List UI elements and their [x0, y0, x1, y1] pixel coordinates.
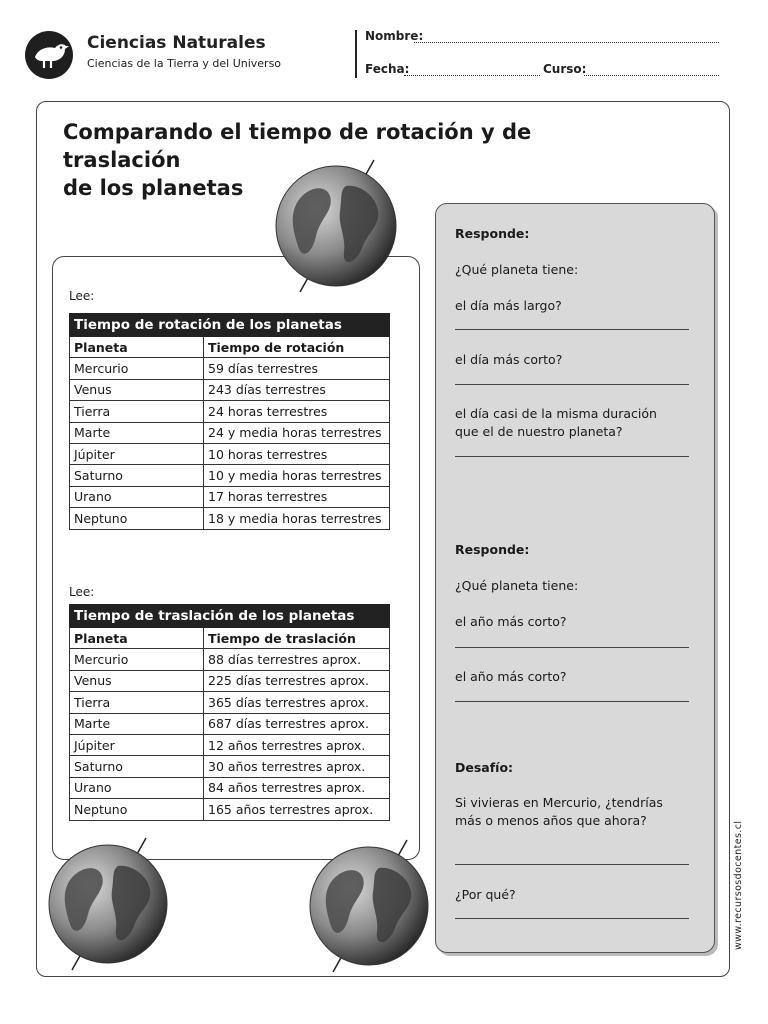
question-dia-corto: el día más corto?: [455, 352, 563, 367]
que-planeta-2: ¿Qué planeta tiene:: [455, 578, 579, 593]
table-cell: 243 días terrestres: [204, 379, 390, 400]
table-cell: Mercurio: [70, 358, 204, 379]
table-cell: 10 horas terrestres: [204, 443, 390, 464]
table-cell: Júpiter: [70, 443, 204, 464]
question-mercurio: [455, 794, 705, 830]
table-row: [70, 379, 390, 400]
table-cell: 59 días terrestres: [204, 358, 390, 379]
table-row: [70, 777, 390, 798]
answer-line-3[interactable]: [455, 456, 689, 457]
curso-field[interactable]: [584, 63, 719, 76]
table-row: [70, 358, 390, 379]
table-row: [70, 692, 390, 713]
table-cell: Mercurio: [70, 649, 204, 670]
table-cell: 18 y media horas terrestres: [204, 508, 390, 529]
table-cell: 30 años terrestres aprox.: [204, 756, 390, 777]
table-cell: Marte: [70, 713, 204, 734]
title-line-1: Comparando el tiempo de rotación y de traslación: [63, 120, 532, 172]
table-cell: Venus: [70, 670, 204, 691]
column-header: Planeta: [70, 628, 204, 649]
table-cell: Marte: [70, 422, 204, 443]
table-cell: 17 horas terrestres: [204, 486, 390, 507]
question-dia-largo: el día más largo?: [455, 298, 562, 313]
table-row: [70, 734, 390, 755]
column-header: Planeta: [70, 337, 204, 358]
table-cell: Tierra: [70, 692, 204, 713]
table-cell: 365 días terrestres aprox.: [204, 692, 390, 713]
side-url: www.recursosdocentes.cl: [733, 820, 744, 950]
table-cell: Júpiter: [70, 734, 204, 755]
table-cell: 225 días terrestres aprox.: [204, 670, 390, 691]
question-ano-corto-2: el año más corto?: [455, 669, 567, 684]
table-cell: Neptuno: [70, 508, 204, 529]
title-line-2: de los planetas: [63, 176, 244, 200]
table-cell: Urano: [70, 777, 204, 798]
table-cell: Venus: [70, 379, 204, 400]
table-row: [70, 508, 390, 529]
table-row: [70, 713, 390, 734]
table-row: [70, 670, 390, 691]
answer-line-6[interactable]: [455, 864, 689, 865]
brand-title: Ciencias Naturales: [87, 33, 266, 53]
table-cell: 687 días terrestres aprox.: [204, 713, 390, 734]
translation-table: [69, 604, 390, 821]
table-cell: 24 horas terrestres: [204, 401, 390, 422]
question-line: que el de nuestro planeta?: [455, 424, 623, 439]
table-cell: 24 y media horas terrestres: [204, 422, 390, 443]
table-cell: Urano: [70, 486, 204, 507]
table-caption: Tiempo de traslación de los planetas: [70, 605, 390, 628]
answer-line-4[interactable]: [455, 647, 689, 648]
table-row: [70, 649, 390, 670]
responde-heading-2: Responde:: [455, 542, 530, 557]
table-cell: Neptuno: [70, 799, 204, 820]
answer-line-2[interactable]: [455, 384, 689, 385]
fecha-field[interactable]: [404, 63, 540, 76]
rotation-table: [69, 313, 390, 530]
nombre-field[interactable]: [414, 30, 719, 43]
table-row: [70, 486, 390, 507]
fecha-label: Fecha:: [365, 62, 410, 76]
table-row: [70, 465, 390, 486]
table-cell: 12 años terrestres aprox.: [204, 734, 390, 755]
responde-heading-1: Responde:: [455, 226, 530, 241]
column-header: Tiempo de rotación: [204, 337, 390, 358]
brand-subtitle: Ciencias de la Tierra y del Universo: [87, 57, 282, 70]
globe-bottom-right-icon: [303, 838, 435, 974]
bird-logo-icon: [24, 30, 74, 80]
answer-line-7[interactable]: [455, 918, 689, 919]
question-ano-corto-1: el año más corto?: [455, 614, 567, 629]
table-row: [70, 422, 390, 443]
table-row: [70, 799, 390, 820]
question-line: el día casi de la misma duración: [455, 406, 657, 421]
table-cell: 165 años terrestres aprox.: [204, 799, 390, 820]
table-cell: Saturno: [70, 465, 204, 486]
curso-label: Curso:: [543, 62, 587, 76]
desafio-heading: Desafío:: [455, 760, 514, 775]
answer-line-5[interactable]: [455, 701, 689, 702]
column-header: Tiempo de traslación: [204, 628, 390, 649]
que-planeta-1: ¿Qué planeta tiene:: [455, 262, 579, 277]
table-cell: Tierra: [70, 401, 204, 422]
table-cell: Saturno: [70, 756, 204, 777]
table-cell: 10 y media horas terrestres: [204, 465, 390, 486]
header-divider: [355, 30, 357, 78]
question-line: Si vivieras en Mercurio, ¿tendrías: [455, 795, 663, 810]
question-dia-similar: [455, 405, 705, 441]
table-cell: 84 años terrestres aprox.: [204, 777, 390, 798]
globe-top-icon: [268, 156, 403, 296]
table-cell: 88 días terrestres aprox.: [204, 649, 390, 670]
lee-label-2: Lee:: [69, 585, 95, 599]
table-caption: Tiempo de rotación de los planetas: [70, 314, 390, 337]
question-por-que: ¿Por qué?: [455, 887, 516, 902]
table-row: [70, 756, 390, 777]
globe-bottom-left-icon: [42, 836, 174, 972]
table-row: [70, 443, 390, 464]
question-line: más o menos años que ahora?: [455, 813, 647, 828]
nombre-label: Nombre:: [365, 29, 424, 43]
table-row: [70, 401, 390, 422]
answer-line-1[interactable]: [455, 329, 689, 330]
lee-label-1: Lee:: [69, 289, 95, 303]
